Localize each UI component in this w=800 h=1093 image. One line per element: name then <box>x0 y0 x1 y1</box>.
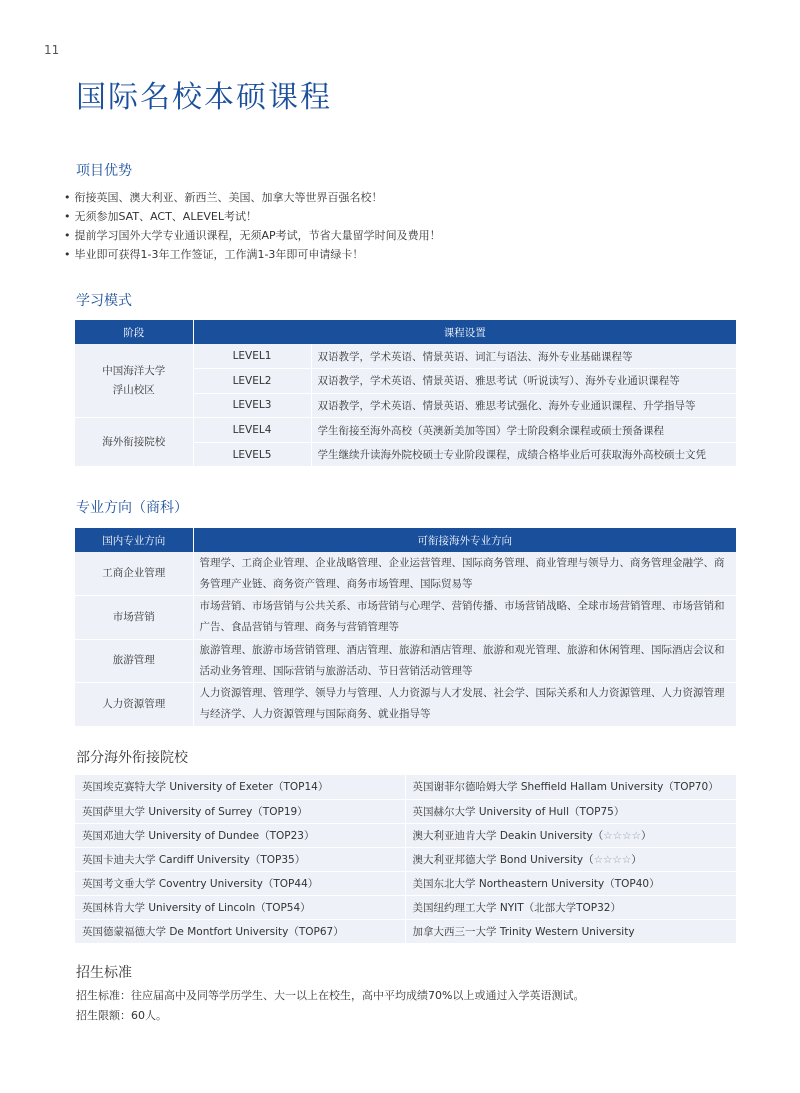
university-cell: 英国萨里大学 University of Surrey（TOP19） <box>75 799 405 823</box>
table-row <box>75 552 736 596</box>
university-cell: 美国东北大学 Northeastern University（TOP40） <box>405 871 736 895</box>
rating-stars: ☆☆☆☆ <box>593 853 632 866</box>
table-row <box>75 895 736 919</box>
university-cell: 加拿大西三一大学 Trinity Western University <box>405 919 736 943</box>
university-cell: 英国林肯大学 University of Lincoln（TOP54） <box>75 895 405 919</box>
university-cell: 英国德蒙福德大学 De Montfort University（TOP67） <box>75 919 405 943</box>
overseas-major-cell: 市场营销、市场营销与公共关系、市场营销与心理学、营销传播、市场营销战略、全球市场营销管理、市场营销和广告、食品营销与管理、商务与营销管理等 <box>193 596 736 640</box>
rating-stars: ☆☆☆☆ <box>603 829 641 842</box>
course-cell: 双语教学，学术英语、情景英语、雅思考试强化、海外专业通识课程、升学指导等 <box>311 393 736 418</box>
course-cell: 学生衔接至海外高校（英澳新美加等国）学士阶段剩余课程或硕士预备课程 <box>311 418 736 443</box>
table-row <box>75 823 736 847</box>
university-cell: 英国卡迪夫大学 Cardiff University（TOP35） <box>75 847 405 871</box>
domestic-major-cell: 工商企业管理 <box>75 552 193 596</box>
overseas-major-cell: 管理学、工商企业管理、企业战略管理、企业运营管理、国际商务管理、商业管理与领导力、商务管理金融学、商务管理产业链、商务资产管理、商务市场管理、国际贸易等 <box>193 552 736 596</box>
course-cell: 双语教学，学术英语、情景英语、雅思考试（听说读写）、海外专业通识课程等 <box>311 369 736 394</box>
page-number: 11 <box>44 43 60 57</box>
overseas-major-cell: 人力资源管理、管理学、领导力与管理、人力资源与人才发展、社会学、国际关系和人力资源管理、人力资源管理与经济学、人力资源管理与国际商务、就业指导等 <box>193 683 736 727</box>
level-cell: LEVEL5 <box>193 442 311 467</box>
domestic-major-cell: 人力资源管理 <box>75 683 193 727</box>
study-mode-table <box>75 320 736 467</box>
level-cell: LEVEL4 <box>193 418 311 443</box>
table-row <box>75 683 736 727</box>
university-cell: 澳大利亚迪肯大学 Deakin University（☆☆☆☆） <box>405 823 736 847</box>
level-cell: LEVEL1 <box>193 344 311 369</box>
column-header-stage: 阶段 <box>75 320 193 344</box>
majors-table <box>75 528 736 727</box>
column-header-overseas: 可衔接海外专业方向 <box>193 528 736 552</box>
stage-cell: 中国海洋大学 浮山校区 <box>75 344 193 418</box>
domestic-major-cell: 旅游管理 <box>75 639 193 683</box>
admission-text <box>76 986 584 1026</box>
university-cell: 英国考文垂大学 Coventry University（TOP44） <box>75 871 405 895</box>
domestic-major-cell: 市场营销 <box>75 596 193 640</box>
list-item: • 衔接英国、澳大利亚、新西兰、美国、加拿大等世界百强名校！ <box>64 188 441 207</box>
table-row <box>75 418 736 443</box>
admission-standard: 招生标准：往应届高中及同等学历学生、大一以上在校生，高中平均成绩70%以上或通过入学英语测试。 <box>76 989 585 1002</box>
table-row <box>75 799 736 823</box>
study-mode-heading: 学习模式 <box>76 293 132 309</box>
list-item: • 毕业即可获得1-3年工作签证，工作满1-3年即可申请绿卡！ <box>64 245 441 264</box>
table-row <box>75 919 736 943</box>
level-cell: LEVEL3 <box>193 393 311 418</box>
level-cell: LEVEL2 <box>193 369 311 394</box>
majors-heading: 专业方向（商科） <box>76 500 188 516</box>
universities-heading: 部分海外衔接院校 <box>76 750 188 766</box>
admission-heading: 招生标准 <box>76 965 132 981</box>
overseas-major-cell: 旅游管理、旅游市场营销管理、酒店管理、旅游和酒店管理、旅游和观光管理、旅游和休闲管理、国际酒店会议和活动业务管理、国际营销与旅游活动、节日营销活动管理等 <box>193 639 736 683</box>
admission-quota: 招生限额：60人。 <box>76 1009 167 1022</box>
column-header-domestic: 国内专业方向 <box>75 528 193 552</box>
university-cell: 英国埃克赛特大学 University of Exeter（TOP14） <box>75 775 405 799</box>
list-item: • 提前学习国外大学专业通识课程，无须AP考试，节省大量留学时间及费用！ <box>64 226 441 245</box>
table-row <box>75 344 736 369</box>
universities-table <box>75 775 736 944</box>
column-header-course: 课程设置 <box>193 320 736 344</box>
table-row <box>75 871 736 895</box>
course-cell: 学生继续升读海外院校硕士专业阶段课程，成绩合格毕业后可获取海外高校硕士文凭 <box>311 442 736 467</box>
table-row <box>75 596 736 640</box>
course-cell: 双语教学，学术英语、情景英语、词汇与语法、海外专业基础课程等 <box>311 344 736 369</box>
advantages-list <box>64 188 441 264</box>
table-row <box>75 847 736 871</box>
advantages-heading: 项目优势 <box>76 163 132 179</box>
table-row <box>75 775 736 799</box>
university-cell: 英国赫尔大学 University of Hull（TOP75） <box>405 799 736 823</box>
table-row <box>75 639 736 683</box>
stage-cell: 海外衔接院校 <box>75 418 193 467</box>
university-cell: 澳大利亚邦德大学 Bond University（☆☆☆☆） <box>405 847 736 871</box>
list-item: • 无须参加SAT、ACT、ALEVEL考试！ <box>64 207 441 226</box>
university-cell: 美国纽约理工大学 NYIT（北部大学TOP32） <box>405 895 736 919</box>
page-title: 国际名校本硕课程 <box>76 80 332 115</box>
university-cell: 英国邓迪大学 University of Dundee（TOP23） <box>75 823 405 847</box>
university-cell: 英国谢菲尔德哈姆大学 Sheffield Hallam University（TOP70） <box>405 775 736 799</box>
